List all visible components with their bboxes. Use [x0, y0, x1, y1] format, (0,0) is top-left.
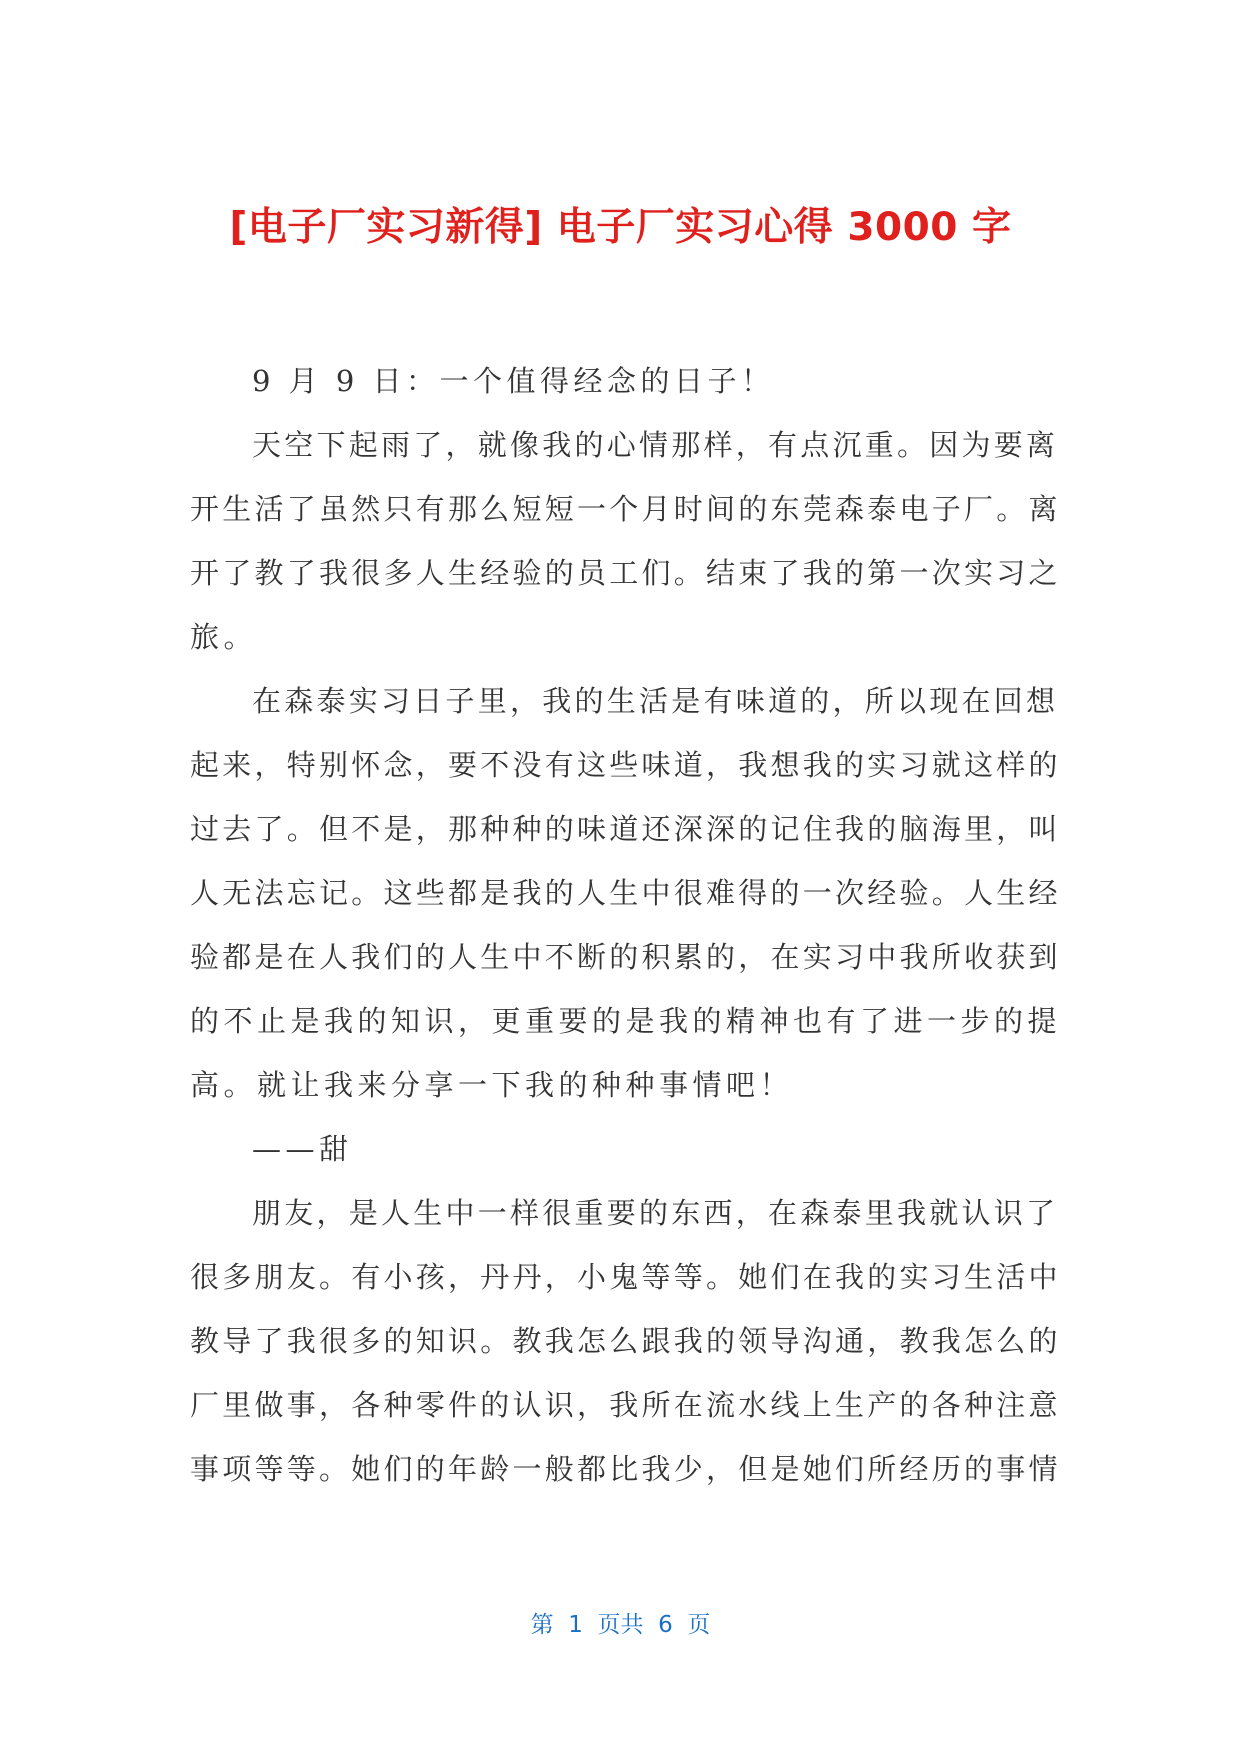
paragraph-line: 教导了我很多的知识。教我怎么跟我的领导沟通，教我怎么的: [190, 1324, 1061, 1358]
paragraph-line: 9 月 9 日：一个值得经念的日子！: [252, 364, 775, 398]
paragraph-line: 厂里做事，各种零件的认识，我所在流水线上生产的各种注意: [190, 1388, 1061, 1422]
paragraph-line: 旅。: [190, 620, 258, 654]
section-heading: ——甜: [252, 1132, 353, 1166]
document-title: [电子厂实习新得] 电子厂实习心得 3000 字: [229, 205, 1012, 250]
paragraph-line: 很多朋友。有小孩，丹丹，小鬼等等。她们在我的实习生活中: [190, 1260, 1061, 1294]
paragraph-line: 在森泰实习日子里，我的生活是有味道的，所以现在回想: [252, 684, 1059, 718]
paragraph-line: 朋友，是人生中一样很重要的东西，在森泰里我就认识了: [252, 1196, 1059, 1230]
paragraph-line: 起来，特别怀念，要不没有这些味道，我想我的实习就这样的: [190, 748, 1061, 782]
paragraph-line: 开了教了我很多人生经验的员工们。结束了我的第一次实习之: [190, 556, 1061, 590]
paragraph-line: 天空下起雨了，就像我的心情那样，有点沉重。因为要离: [252, 428, 1059, 462]
paragraph-line: 人无法忘记。这些都是我的人生中很难得的一次经验。人生经: [190, 876, 1061, 910]
paragraph-line: 开生活了虽然只有那么短短一个月时间的东莞森泰电子厂。离: [190, 492, 1061, 526]
paragraph-line: 过去了。但不是，那种种的味道还深深的记住我的脑海里，叫: [190, 812, 1061, 846]
page-number-footer: 第 1 页共 6 页: [530, 1612, 711, 1638]
paragraph-line: 高。就让我来分享一下我的种种事情吧！: [190, 1068, 794, 1102]
paragraph-line: 验都是在人我们的人生中不断的积累的，在实习中我所收获到: [190, 940, 1061, 974]
paragraph-line: 的不止是我的知识，更重要的是我的精神也有了进一步的提: [190, 1004, 1062, 1038]
paragraph-line: 事项等等。她们的年龄一般都比我少，但是她们所经历的事情: [190, 1452, 1061, 1486]
